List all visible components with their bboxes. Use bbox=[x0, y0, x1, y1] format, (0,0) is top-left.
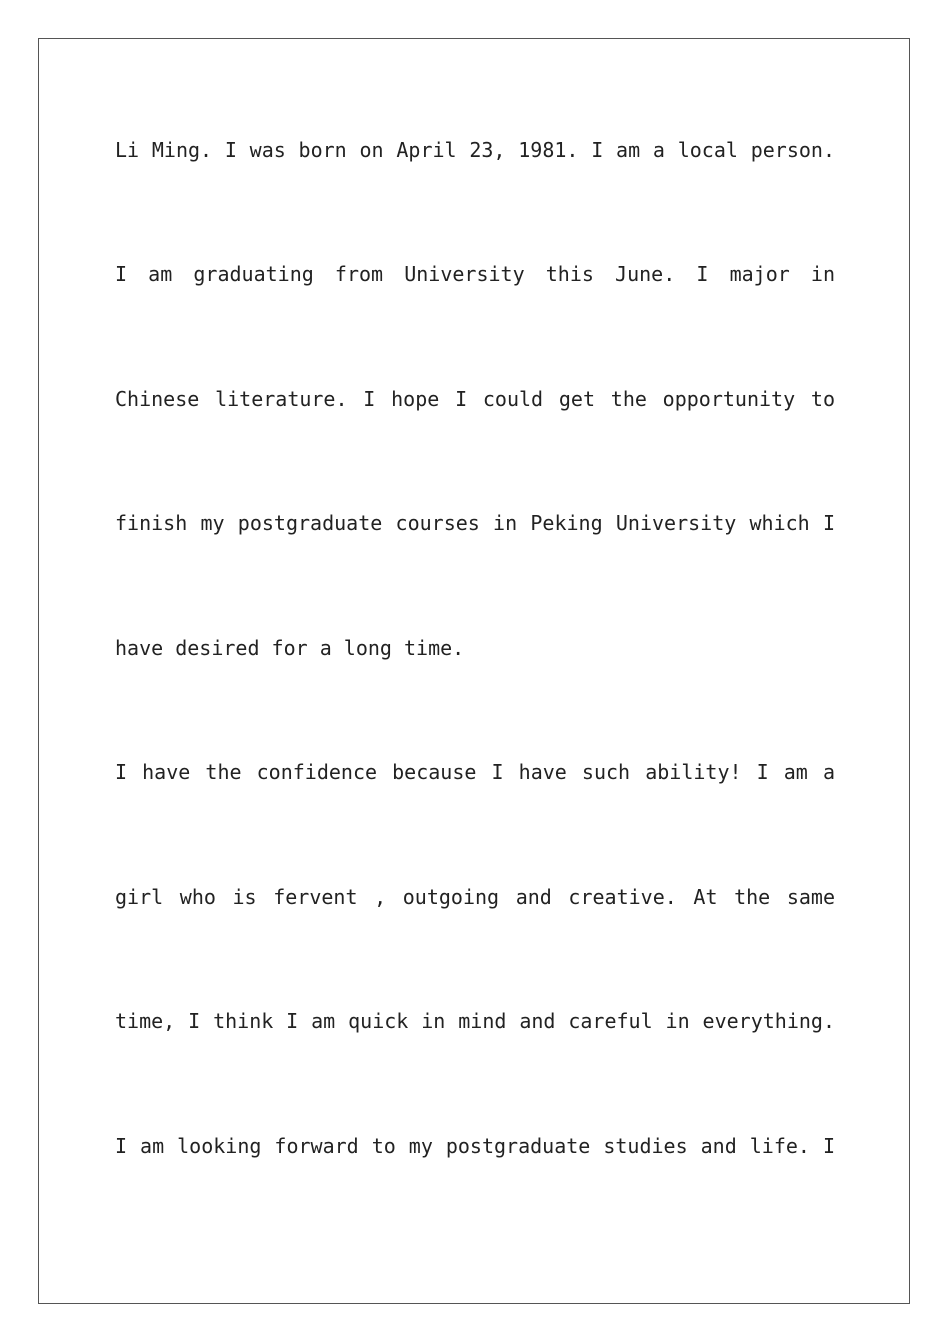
text-line-7: girl who is fervent , outgoing and creative. At the same bbox=[115, 885, 835, 909]
text-line-4: finish my postgraduate courses in Peking University which I bbox=[115, 511, 835, 535]
text-line-6: I have the confidence because I have such ability! I am a bbox=[115, 760, 835, 784]
text-line-3: Chinese literature. I hope I could get the opportunity to bbox=[115, 387, 835, 411]
page-frame bbox=[38, 38, 910, 1304]
text-line-9: I am looking forward to my postgraduate studies and life. I bbox=[115, 1134, 835, 1158]
text-line-2: I am graduating from University this June. I major in bbox=[115, 262, 835, 286]
text-line-5: have desired for a long time. bbox=[115, 636, 465, 660]
text-line-8: time, I think I am quick in mind and careful in everything. bbox=[115, 1009, 835, 1033]
text-line-1: Li Ming. I was born on April 23, 1981. I am a local person. bbox=[115, 138, 835, 162]
